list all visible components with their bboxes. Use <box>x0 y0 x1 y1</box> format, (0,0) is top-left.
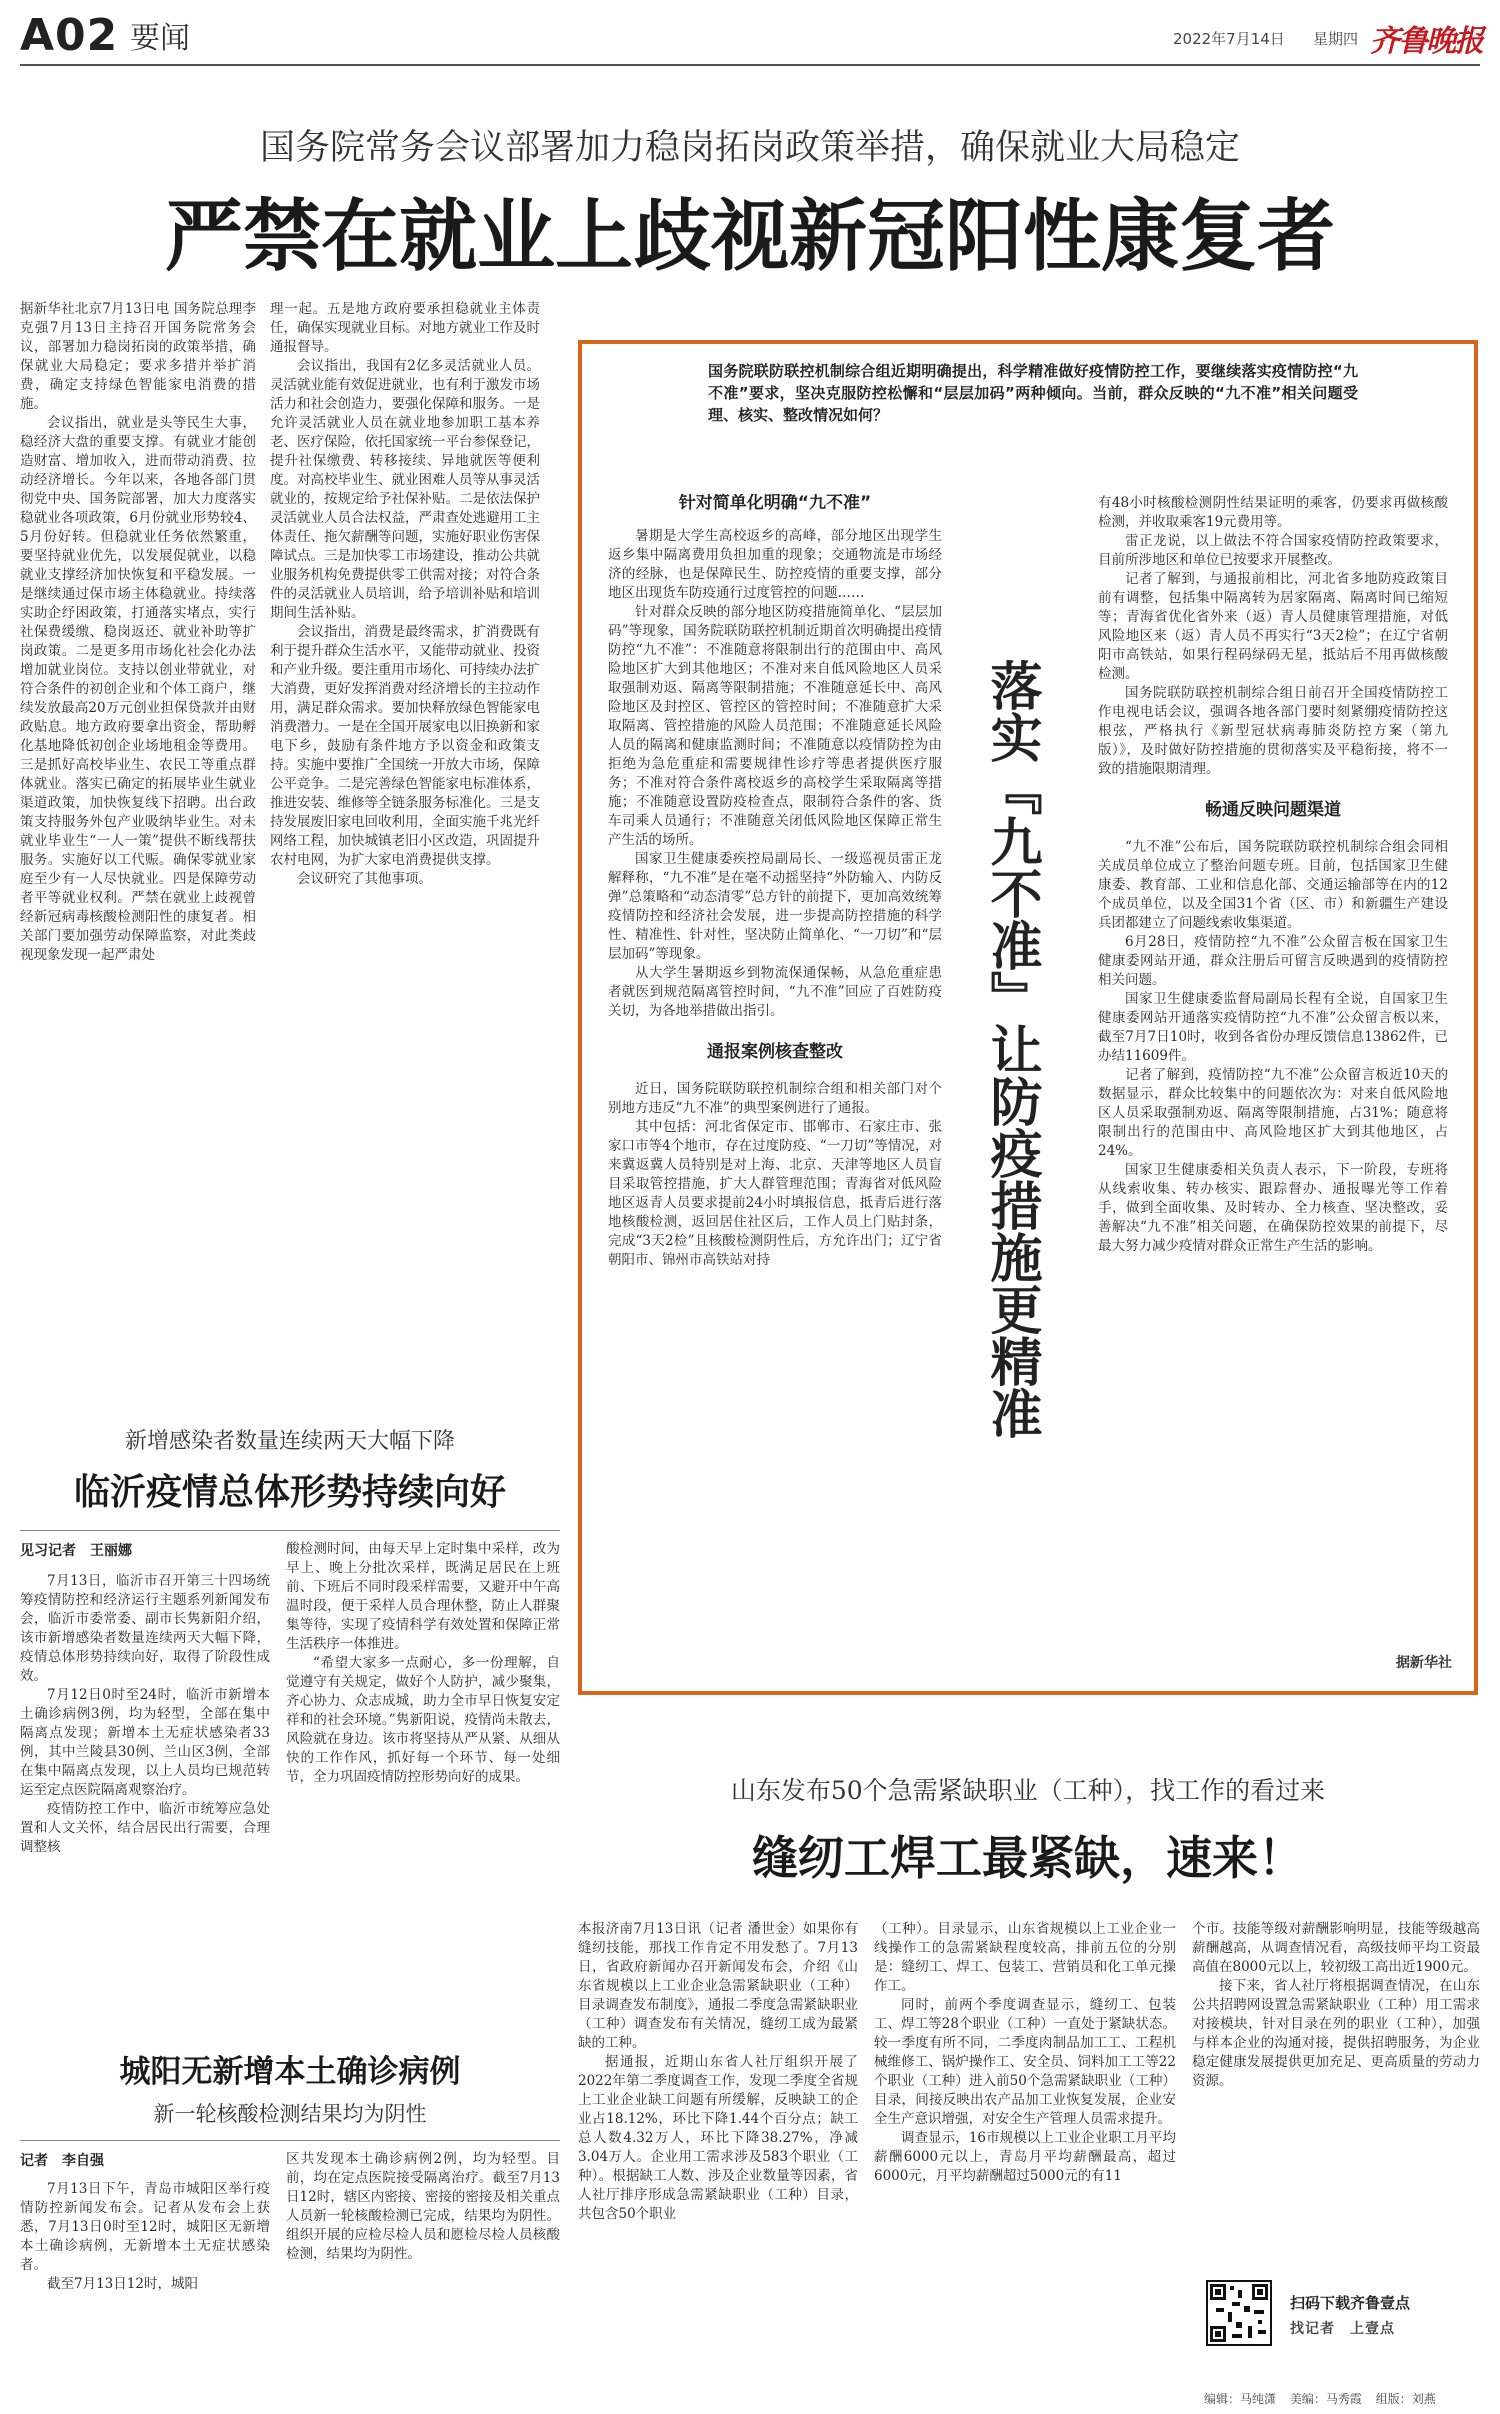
shandong-column-3 <box>1192 1920 1480 2160</box>
lead-kicker: 国务院常务会议部署加力稳岗拓岗政策举措，确保就业大局稳定 <box>259 128 1240 168</box>
section-heading: 畅通反映问题渠道 <box>1205 800 1341 820</box>
paragraph: 7月13日，临沂市召开第三十四场统筹疫情防控和经济运行主题系列新闻发布会，临沂市委常委、副市长隽新阳介绍，该市新增感染者数量连续两天大幅下降，疫情总体形势持续向好，取得了阶段性成效。 <box>20 1573 270 1684</box>
paragraph: 记者了解到，与通报前相比，河北省多地防疫政策目前有调整，包括集中隔离转为居家隔离、隔离时间已缩短等；青海省优化省外来（返）青人员健康管理措施，对低风险地区来（返）青人员不再实行“3天2检”；在辽宁省朝阳市高铁站，如果行程码绿码无星，抵站后不用再做核酸检测。 <box>1098 571 1448 682</box>
paragraph: 会议指出，我国有2亿多灵活就业人员。灵活就业能有效促进就业，也有利于激发市场活力和社会创造力，要强化保障和服务。一是允许灵活就业人员在就业地参加职工基本养老、医疗保险，依托国家统一平台参保登记，提升社保缴费、转移接续、异地就医等便利度。对高校毕业生、就业困难人员等从事灵活就业的，按规定给予社保补贴。二是依法保护灵活就业人员合法权益，严肃查处逃避用工主体责任、拖欠薪酬等问题，实施好职业伤害保障试点。三是加快零工市场建设，推动公共就业服务机构免费提供零工供需对接；对符合条件的灵活就业人员培训，给予培训补贴和培训期间生活补贴。 <box>270 358 540 621</box>
paragraph: 疫情防控工作中，临沂市统筹应急处置和人文关怀，结合居民出行需要，合理调整核 <box>20 1801 270 1855</box>
lead-column-1 <box>20 300 256 1357</box>
feature-col-left <box>608 494 942 1644</box>
chengyang-title: 城阳无新增本土确诊病例 <box>119 2054 461 2090</box>
paragraph: 同时，前两个季度调查显示，缝纫工、包装工、焊工等28个职业（工种）一直处于紧缺状态。较一季度有所不同，二季度肉制品加工工、工程机械维修工、锅炉操作工、安全员、饲料加工工等22个职业（工种）进入前50个急需紧缺职业（工种）目录，间接反映出农产品加工业恢复发展，企业安全生产意识增强，对安全生产管理人员需求提升。 <box>874 1997 1176 2127</box>
linyi-title: 临沂疫情总体形势持续向好 <box>73 1471 506 1513</box>
page-header <box>0 0 1500 72</box>
feature-vertical-title: 落实『九不准』让防疫措施更精准 <box>981 659 1042 1439</box>
linyi-column-2 <box>286 1540 560 2040</box>
linyi-kicker: 新增感染者数量连续两天大幅下降 <box>124 1429 455 1454</box>
shandong-kicker: 山东发布50个急需紧缺职业（工种），找工作的看过来 <box>730 1776 1326 1805</box>
paragraph: 本报济南7月13日讯（记者 潘世金）如果你有缝纫技能，那找工作肯定不用发愁了。7月13日，省政府新闻办召开新闻发布会，介绍《山东省规模以上工业企业急需紧缺职业（工种）目录调查发布制度》，通报二季度急需紧缺职业（工种）调查发布有关情况，缝纫工成为最紧缺的工种。 <box>578 1921 858 2051</box>
paragraph: 7月12日0时至24时，临沂市新增本土确诊病例3例，均为轻型，全部在集中隔离点发现；新增本土无症状感染者33例，其中兰陵县30例、兰山区3例，全部在集中隔离点发现，以上人员均已规范转运至定点医院隔离观察治疗。 <box>20 1687 270 1798</box>
paragraph: 截至7月13日12时，城阳 <box>47 2276 198 2292</box>
paragraph: 调查显示，16市规模以上工业企业职工月平均薪酬6000元以上，青岛月平均薪酬最高，超过6000元，月平均薪酬超过5000元的有11 <box>874 2130 1176 2184</box>
paragraph: 针对群众反映的部分地区防疫措施简单化、“层层加码”等现象，国务院联防联控机制近期首次明确提出疫情防控“九不准”：不准随意将限制出行的范围由中、高风险地区扩大到其他地区；不准对来自低风险地区人员采取强制劝返、隔离等限制措施；不准随意延长中、高风险地区及封控区、管控区的管控时间；不准随意扩大采取隔离、管控措施的风险人员范围；不准随意延长风险人员的隔离和健康监测时间；不准随意以疫情防控为由拒绝为急危重症和需要规律性诊疗等患者提供医疗服务；不准对符合条件离校返乡的高校学生采取隔离等措施；不准随意设置防疫检查点，限制符合条件的客、货车司乘人员通行；不准随意关闭低风险地区保障正常生产生活的场所。 <box>608 604 942 848</box>
linyi-column-1 <box>20 1572 270 2042</box>
feature-col-right <box>1098 494 1448 1644</box>
paragraph: 雷正龙说，以上做法不符合国家疫情防控政策要求，目前所涉地区和单位已按要求开展整改。 <box>1098 533 1448 568</box>
chengyang-rule <box>20 2140 560 2141</box>
paragraph: 会议指出，就业是头等民生大事，稳经济大盘的重要支撑。有就业才能创造财富、增加收入，进而带动消费、拉动经济增长。今年以来，各地各部门贯彻党中央、国务院部署，加大力度落实稳就业各项政策，6月份就业形势较4、5月份好转。但稳就业任务依然繁重，要坚持就业优先，以发展促就业，以稳就业支撑经济加快恢复和平稳发展。一是继续通过保市场主体稳就业。持续落实助企纾困政策，打通落实堵点，实行社保费缓缴、稳岗返还、就业补助等扩岗政策。二是更多用市场化社会化办法增加就业岗位。支持以创业带就业，对符合条件的初创企业和个体工商户，继续发放最高20万元创业担保贷款并由财政贴息。地方政府要拿出资金，帮助孵化基地降低初创企业场地租金等费用。三是抓好高校毕业生、农民工等重点群体就业。落实已确定的拓展毕业生就业渠道政策，加快恢复线下招聘。出台政策支持服务外包产业吸纳毕业生。对未就业毕业生“一人一策”提供不断线帮扶服务。实施好以工代赈。确保零就业家庭至少有一人尽快就业。四是保障劳动者平等就业权利。严禁在就业上歧视曾经新冠病毒核酸检测阳性的康复者。相关部门要加强劳动保障监察，对此类歧视现象发现一起严肃处 <box>20 415 256 963</box>
chengyang-byline: 记者 李自强 <box>20 2153 104 2169</box>
designer-credit: 美编：马秀霞 <box>1289 2392 1362 2406</box>
paragraph: 6月28日，疫情防控“九不准”公众留言板在国家卫生健康委网站开通，群众注册后可留言反映遇到的疫情防控相关问题。 <box>1098 934 1448 988</box>
paragraph: 7月13日下午，青岛市城阳区举行疫情防控新闻发布会。记者从发布会上获悉，7月13日0时至12时，城阳区无新增本土确诊病例，无新增本土无症状感染者。 <box>20 2181 270 2273</box>
paragraph: 区共发现本土确诊病例2例，均为轻型。目前，均在定点医院接受隔离治疗。截至7月13日12时，辖区内密接、密接的密接及相关重点人员新一轮核酸检测已完成，结果均为阴性。组织开展的应检尽检人员和愿检尽检人员核酸检测，结果均为阴性。 <box>286 2151 560 2262</box>
shandong-column-2 <box>874 1920 1176 2400</box>
qr-code[interactable] <box>1206 2280 1272 2346</box>
paragraph: 有48小时核酸检测阴性结果证明的乘客，仍要求再做核酸检测，并收取乘客19元费用等。 <box>1098 495 1448 530</box>
paragraph: 国家卫生健康委监督局副局长程有全说，自国家卫生健康委网站开通落实疫情防控“九不准”公众留言板以来，截至7月7日10时，收到各省份办理反馈信息13862件，已办结11609件。 <box>1098 991 1448 1064</box>
paragraph: 据通报，近期山东省人社厅组织开展了2022年第二季度调查工作，发现二季度全省规上工业企业缺工问题有所缓解，反映缺工的企业占18.12%，环比下降1.44个百分点；缺工总人数4.32万人，环比下降38.27%，净减3.04万人。企业用工需求涉及583个职业（工种）。根据缺工人数、涉及企业数量等因素，省人社厅排序形成急需紧缺职业（工种）目录，共包含50个职业 <box>578 2054 858 2222</box>
paragraph: 记者了解到，疫情防控“九不准”公众留言板近10天的数据显示，群众比较集中的问题依次为：对来自低风险地区人员采取强制劝返、隔离等限制措施，占31%；随意将限制出行的范围由中、高风险地区扩大到其他地区，占24%。 <box>1098 1067 1448 1159</box>
qr-slogan: 找记者 上壹点 <box>1290 2321 1395 2337</box>
header-rule <box>20 64 1480 66</box>
chengyang-column-1 <box>20 2180 270 2402</box>
paragraph: 个市。技能等级对薪酬影响明显，技能等级越高薪酬越高，从调查情况看，高级技师平均工资最高值在8000元以上，较初级工高出近1900元。 <box>1192 1921 1480 1975</box>
paragraph: 其中包括：河北省保定市、邯郸市、石家庄市、张家口市等4个地市，存在过度防疫、“一刀切”等情况，对来冀返冀人员特别是对上海、北京、天津等地区人员盲目采取管控措施，扩大人群管理范围；青海省对低风险地区返青人员要求提前24小时填报信息，抵青后进行落地核酸检测，返回居住社区后，工作人员上门贴封条，完成“3天2检”且核酸检测阴性后，方允许出门；辽宁省朝阳市、锦州市高铁站对持 <box>608 1119 942 1268</box>
lead-title: 严禁在就业上歧视新冠阳性康复者 <box>164 191 1335 282</box>
paragraph: 据新华社北京7月13日电 国务院总理李克强7月13日主持召开国务院常务会议，部署加力稳岗拓岗的政策举措，确保就业大局稳定；要求多措并举扩消费，确定支持绿色智能家电消费的措施。 <box>20 301 256 412</box>
page-code: A02 <box>20 10 119 61</box>
section-heading: 针对简单化明确“九不准” <box>678 494 872 513</box>
chengyang-column-2 <box>286 2150 560 2400</box>
lead-column-2 <box>270 300 540 1357</box>
proofreader-credit: 组版：刘燕 <box>1375 2392 1436 2406</box>
paragraph: “九不准”公布后，国务院联防联控机制综合组会同相关成员单位成立了整治问题专班。目前，包括国家卫生健康委、教育部、工业和信息化部、交通运输部等在内的12个成员单位，以及全国31个省（区、市）和新疆生产建设兵团都建立了问题线索收集渠道。 <box>1098 839 1448 931</box>
section-heading: 通报案例核查整改 <box>707 1042 843 1062</box>
feature-intro: 国务院联防联控机制综合组近期明确提出，科学精准做好疫情防控工作，要继续落实疫情防控“九不准”要求，坚决克服防控松懈和“层层加码”两种倾向。当前，群众反映的“九不准”相关问题受理、核实、整改情况如何？ <box>708 362 1358 424</box>
paragraph: 从大学生暑期返乡到物流保通保畅，从急危重症患者就医到规范隔离管控时间，“九不准”回应了百姓防疫关切，为各地举措做出指引。 <box>608 965 942 1019</box>
linyi-rule <box>20 1530 560 1531</box>
issue-weekday: 星期四 <box>1313 30 1359 48</box>
section-name: 要闻 <box>130 21 190 56</box>
paragraph: 暑期是大学生高校返乡的高峰，部分地区出现学生返乡集中隔离费用负担加重的现象；交通物流是市场经济的经脉，也是保障民生、防控疫情的重要支撑，部分地区出现货车防疫通行过度管控的问题…… <box>608 528 942 601</box>
paragraph: 会议指出，消费是最终需求，扩消费既有利于提升群众生活水平，又能带动就业、投资和产业升级。要注重用市场化、可持续办法扩大消费，更好发挥消费对经济增长的主拉动作用，满足群众需求。要加快释放绿色智能家电消费潜力。一是在全国开展家电以旧换新和家电下乡，鼓励有条件地方予以资金和政策支持。实施中要推广全国统一开放大市场，保障公平竞争。二是完善绿色智能家电标准体系，推进安装、维修等全链条服务标准化。三是支持发展废旧家电回收利用，全面实施千兆光纤网络工程，加快城镇老旧小区改造，巩固提升农村电网，为扩大家电消费提供支撑。 <box>270 624 540 868</box>
feature-source: 据新华社 <box>1396 1655 1452 1671</box>
linyi-byline: 见习记者 王丽娜 <box>20 1543 132 1559</box>
paragraph: 近日，国务院联防联控机制综合组和相关部门对个别地方违反“九不准”的典型案例进行了通报。 <box>608 1081 942 1116</box>
paragraph: 国家卫生健康委相关负责人表示，下一阶段，专班将从线索收集、转办核实、跟踪督办、通报曝光等工作着手，做到全面收集、及时转办、全力核查、坚决整改，妥善解决“九不准”相关问题，在确保防控效果的前提下，尽最大努力减少疫情对群众正常生产生活的影响。 <box>1098 1162 1448 1254</box>
shandong-column-1 <box>578 1920 858 2400</box>
masthead-logo: 齐鲁晚报 <box>1370 24 1482 59</box>
paragraph: 国家卫生健康委疾控局副局长、一级巡视员雷正龙解释称，“九不准”是在毫不动摇坚持“外防输入、内防反弹”总策略和“动态清零”总方针的前提下，更加高效统筹疫情防控和经济社会发展，进一步提高防控措施的科学性、精准性、针对性，坚决防止简单化、“一刀切”和“层层加码”等现象。 <box>608 851 942 962</box>
editor-credit: 编辑：马纯潇 <box>1204 2392 1277 2406</box>
paragraph: 酸检测时间，由每天早上定时集中采样，改为早上、晚上分批次采样，既满足居民在上班前、下班后不同时段采样需要，又避开中午高温时段，便于采样人员合理休整，防止人群聚集等待，实现了疫情科学有效处置和保障正常生活秩序一体推进。 <box>286 1541 560 1652</box>
paragraph: （工种）。目录显示，山东省规模以上工业企业一线操作工的急需紧缺程度较高，排前五位的分别是：缝纫工、焊工、包装工、营销员和化工单元操作工。 <box>874 1921 1176 1994</box>
shandong-title: 缝纫工焊工最紧缺，速来！ <box>752 1831 1304 1885</box>
issue-date: 2022年7月14日 <box>1173 30 1285 48</box>
paragraph: 接下来，省人社厅将根据调查情况，在山东公共招聘网设置急需紧缺职业（工种）用工需求对接模块，针对目录在列的职业（工种），加强与样本企业的沟通对接，提供招聘服务，为企业稳定健康发展提供更加充足、更高质量的劳动力资源。 <box>1192 1978 1480 2089</box>
paragraph: 会议研究了其他事项。 <box>297 871 432 887</box>
paragraph: 国务院联防联控机制综合组日前召开全国疫情防控工作电视电话会议，强调各地各部门要时刻紧绷疫情防控这根弦，严格执行《新型冠状病毒肺炎防控方案（第九版）》，及时做好防控措施的贯彻落实及平稳衔接，将不一致的措施限期清理。 <box>1098 685 1448 777</box>
qr-caption: 扫码下载齐鲁壹点 <box>1290 2294 1411 2312</box>
feature-box <box>578 340 1478 1695</box>
paragraph: 理一起。五是地方政府要承担稳就业主体责任，确保实现就业目标。对地方就业工作及时通报督导。 <box>270 301 540 355</box>
chengyang-subtitle: 新一轮核酸检测结果均为阴性 <box>153 2102 427 2126</box>
footer-credits <box>1204 2390 1484 2407</box>
paragraph: “希望大家多一点耐心，多一份理解，自觉遵守有关规定，做好个人防护，减少聚集，齐心协力、众志成城，助力全市早日恢复安定祥和的社会环境。”隽新阳说，疫情尚未散去，风险就在身边。该市将坚持从严从紧、从细从快的工作作风，抓好每一个环节、每一处细节，全力巩固疫情防控形势向好的成果。 <box>286 1655 560 1785</box>
